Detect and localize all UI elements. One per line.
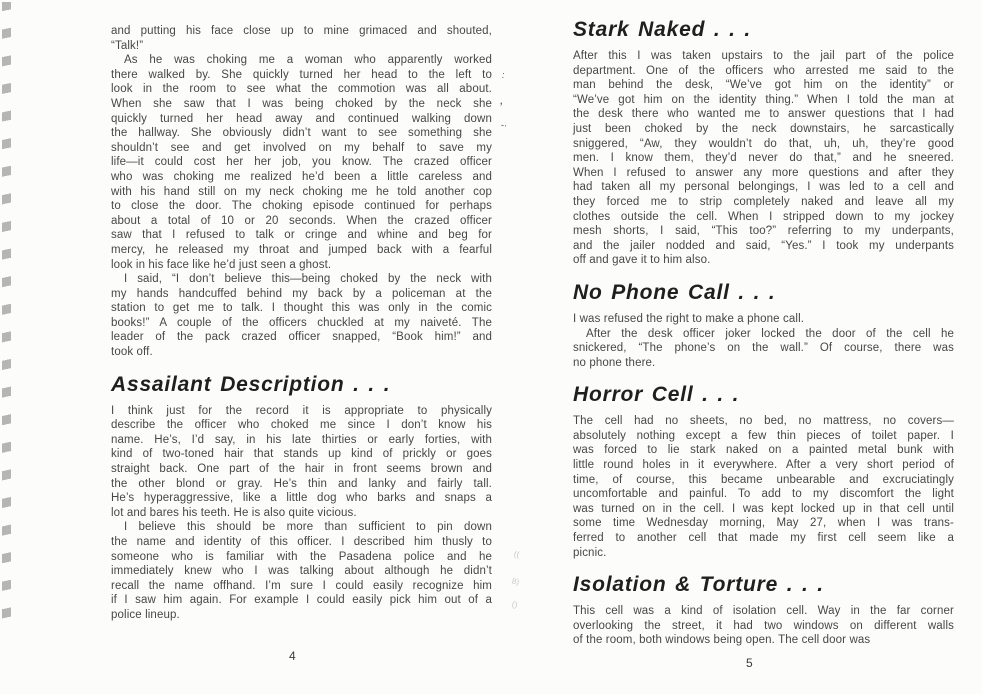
text-line: police lineup.: [111, 608, 180, 621]
paragraph-continuation: [111, 24, 492, 53]
text-line: time, of course, this became unbearable and excruciatingly: [573, 473, 954, 486]
text-line: men. I know them, they’d never do that,” and he sneered.: [573, 152, 954, 165]
text-line: sniggered, “Aw, they wouldn’t do that, uh, uh, they’re good: [573, 137, 954, 150]
text-line: the other blond or gray. He’s thin and lanky and fairly tall.: [111, 477, 492, 490]
text-line: look in his face like he’d just seen a ghost.: [111, 258, 332, 271]
text-line: uncomfortable and painful. To add to my discomfort the light: [573, 488, 954, 501]
text-line: if I saw him again. For example I could easily pick him out of a: [111, 594, 492, 607]
gutter-smudge-mark: -·: [500, 119, 508, 131]
right-page-column: [573, 16, 954, 648]
text-line: and the jailer nodded and said, “Yes.” I took my underpants: [573, 239, 954, 252]
text-line: straight back. One part of the hair in front seems brown and: [111, 463, 492, 476]
text-line: was forced to lie stark naked on a painted metal bunk with: [573, 444, 954, 457]
text-line: clothes outside the cell. When I stripped down to my jockey: [573, 210, 954, 223]
text-line: life—it could cost her her job, you know. The crazed officer: [111, 156, 492, 169]
page-number-5: 5: [746, 656, 753, 670]
text-line: After the desk officer joker locked the door of the cell he: [586, 327, 954, 340]
gutter-smudge-mark: :: [501, 69, 506, 81]
text-line: This cell was a kind of isolation cell. Way in the far corner: [573, 605, 954, 618]
text-line: I said, “I don’t believe this—being choked by the neck with: [124, 273, 492, 286]
heading-assailant-description: Assailant Description . . .: [111, 372, 391, 396]
text-line: there walked by. She quickly turned her head to the left to: [111, 68, 492, 81]
text-line: took off.: [111, 346, 153, 359]
text-line: absolutely nothing except a few thin pieces of toilet paper. I: [573, 429, 954, 442]
text-line: ferred to another cell that made my first cell seem like a: [573, 532, 954, 545]
text-line: I was refused the right to make a phone call.: [573, 312, 805, 325]
paragraph-desk-officer-joker: [573, 327, 954, 371]
text-line: man behind the desk, “We’ve got him on the identity” or: [573, 79, 954, 92]
text-line: overlooking the street, it had two windows on different walls: [573, 619, 954, 632]
text-line: off and gave it to him also.: [573, 254, 711, 267]
text-line: “Talk!”: [111, 39, 144, 52]
text-line: they forced me to strip completely naked and leave all my: [573, 195, 954, 208]
gutter-smudge-mark: 8): [511, 576, 520, 587]
text-line: someone who is familiar with the Pasadena police and he: [111, 550, 492, 563]
text-line: mesh shorts, I said, “This too?” referring to my underpants,: [573, 225, 954, 238]
text-line: the hallway. She obviously didn’t want to see something she: [111, 127, 492, 140]
text-line: just been choked by the neck downstairs, he sarcastically: [573, 122, 954, 135]
text-line: When she saw that I was being choked by the neck she: [111, 97, 492, 110]
text-line: recall the name offhand. I’m sure I could easily recognize him: [111, 579, 492, 592]
text-line: shouldn’t see and get involved on my behalf to save my: [111, 141, 492, 154]
text-line: about a total of 10 or 20 seconds. When the crazed officer: [111, 214, 492, 227]
scan-edge-marks: [2, 2, 11, 634]
paragraph-i-said: [111, 272, 492, 360]
text-line: had taken all my personal belongings, I was led to a cell and: [573, 181, 954, 194]
paragraph-pin-down-identity: [111, 520, 492, 622]
text-line: to close the door. The choking episode continued for perhaps: [111, 200, 492, 213]
left-page-column: [111, 24, 492, 623]
text-line: describe the officer who choked me since I don’t know his: [111, 419, 492, 432]
paragraph-jail-upstairs: [573, 49, 954, 268]
page-number-4: 4: [289, 649, 296, 663]
heading-isolation-torture: Isolation & Torture . . .: [573, 573, 824, 597]
text-line: lot and bares his teeth. He is also quite vicious.: [111, 506, 357, 519]
text-line: name. He’s, I’d say, in his late thirties or early forties, with: [111, 433, 492, 446]
paragraph-isolation-cell: [573, 604, 954, 648]
text-line: I think just for the record it is appropriate to physically: [111, 404, 492, 417]
text-line: quickly turned her head away and continued walking down: [111, 112, 492, 125]
text-line: When I refused to answer any more questions and after they: [573, 166, 954, 179]
text-line: books!” A couple of the officers chuckled at my naiveté. The: [111, 316, 492, 329]
paragraph-choking-woman: [111, 53, 492, 272]
text-line: “We’ve got him on the identity thing.” When I told the man at: [573, 93, 954, 106]
text-line: and putting his face close up to mine grimaced and shouted,: [111, 25, 492, 37]
heading-stark-naked: Stark Naked . . .: [573, 18, 752, 41]
text-line: immediately knew who I was talking about although he didn’t: [111, 565, 492, 578]
text-line: who was choking me realized he’d been a little careless and: [111, 170, 492, 183]
paragraph-cell-conditions: [573, 414, 954, 560]
text-line: The cell had no sheets, no bed, no mattress, no covers—: [573, 415, 954, 428]
gutter-smudge-mark: (): [511, 599, 518, 610]
text-line: department. One of the officers who arrested me said to the: [573, 64, 954, 77]
paragraph-describe-officer: [111, 404, 492, 521]
text-line: station to get me to talk. I thought this was only in the comic: [111, 302, 492, 315]
text-line: He’s hyperaggressive, like a little dog who barks and snaps a: [111, 492, 492, 505]
text-line: no phone there.: [573, 356, 656, 369]
text-line: the name and identity of this officer. I described him thusly to: [111, 536, 492, 548]
text-line: mercy, he released my throat and jumped back with a fearful: [111, 243, 492, 256]
text-line: kind of two-toned hair that stands up kind of prickly or goes: [111, 448, 492, 461]
text-line: After this I was taken upstairs to the jail part of the police: [573, 50, 954, 62]
paragraph-refused-phone: [573, 312, 954, 327]
text-line: picnic.: [573, 546, 607, 559]
text-line: As he was choking me a woman who apparently worked: [124, 54, 492, 67]
text-line: look in the room to see what the commotion was all about.: [111, 83, 492, 96]
text-line: some time Wednesday morning, May 27, when I was trans-: [573, 517, 954, 530]
heading-no-phone-call: No Phone Call . . .: [573, 280, 776, 304]
gutter-smudge-mark: ,: [499, 92, 505, 108]
text-line: little round holes in it everywhere. After a very short period of: [573, 459, 954, 472]
heading-horror-cell: Horror Cell . . .: [573, 383, 740, 407]
text-line: I believe this should be more than sufficient to pin down: [124, 521, 492, 534]
text-line: with his hand still on my neck choking me he told another cop: [111, 185, 492, 198]
text-line: leader of the pack crazed officer snapped, “Book him!” and: [111, 331, 492, 344]
text-line: the desk there who wanted me to answer questions that I had: [573, 108, 954, 121]
text-line: snickered, “The phone’s on the wall.” Of course, there was: [573, 342, 954, 355]
gutter-smudge-mark: ((: [513, 549, 520, 560]
text-line: my hands handcuffed behind my back by a policeman at the: [111, 287, 492, 300]
text-line: was turned on in the cell. I was kept locked up in that cell until: [573, 502, 954, 515]
text-line: saw that I refused to talk or cringe and whine and beg for: [111, 229, 492, 242]
text-line: of the room, both windows being open. The cell door was: [573, 634, 871, 647]
